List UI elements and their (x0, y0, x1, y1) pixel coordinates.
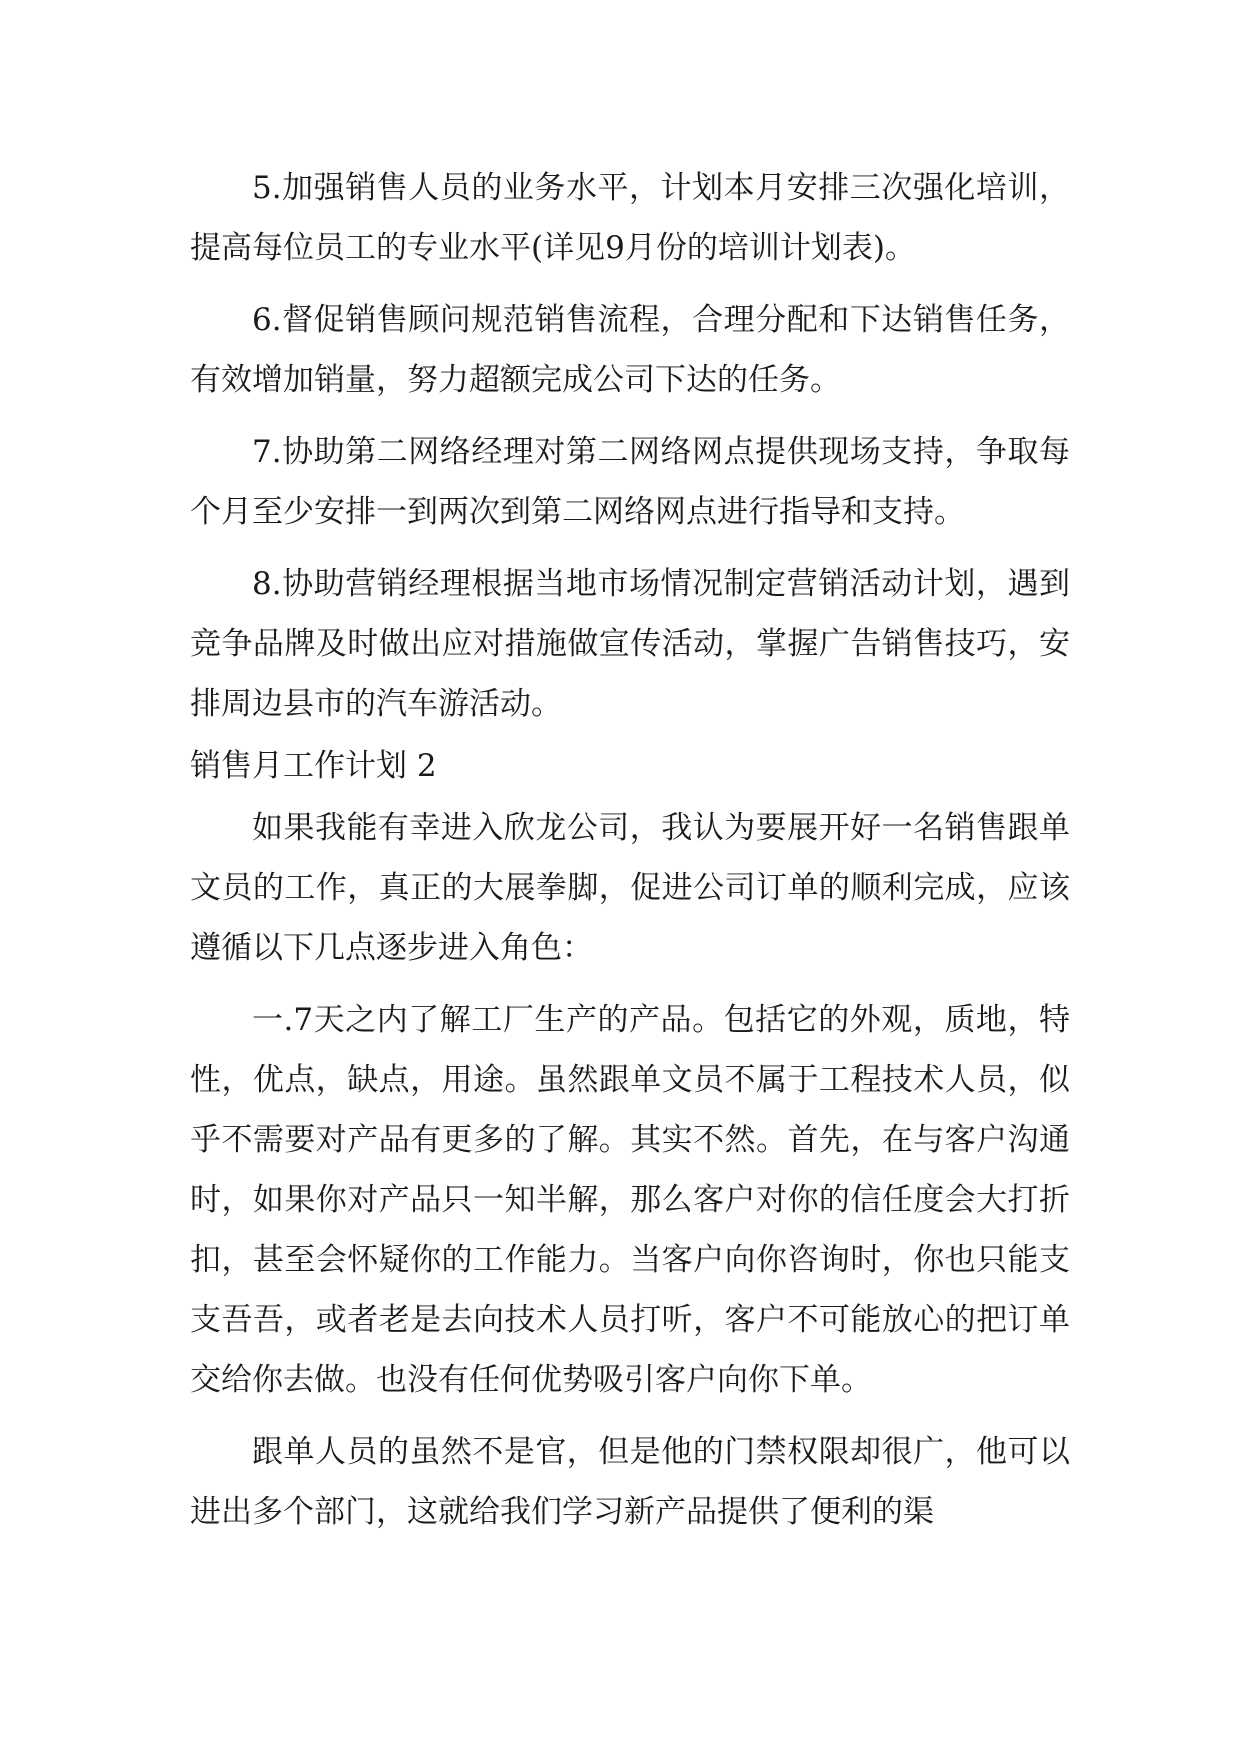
paragraph-item-7: 7.协助第二网络经理对第二网络网点提供现场支持，争取每个月至少安排一到两次到第二网络网点进行指导和支持。 (190, 434, 1070, 530)
paragraph-item-5: 5.加强销售人员的业务水平，计划本月安排三次强化培训，提高每位员工的专业水平(详见9月份的培训计划表)。 (190, 170, 1070, 266)
paragraph-point-one: 一.7天之内了解工厂生产的产品。包括它的外观，质地，特性，优点，缺点，用途。虽然跟单文员不属于工程技术人员，似乎不需要对产品有更多的了解。其实不然。首先，在与客户沟通时，如果你对产品只一知半解，那么客户对你的信任度会大打折扣，甚至会怀疑你的工作能力。当客户向你咨询时，你也只能支支吾吾，或者老是去向技术人员打听，客户不可能放心的把订单交给你去做。也没有任何优势吸引客户向你下单。 (190, 1002, 1070, 1398)
section-heading: 销售月工作计划 2 (190, 748, 437, 784)
paragraph-item-6: 6.督促销售顾问规范销售流程，合理分配和下达销售任务，有效增加销量，努力超额完成公司下达的任务。 (190, 302, 1070, 398)
intro-paragraph: 如果我能有幸进入欣龙公司，我认为要展开好一名销售跟单文员的工作，真正的大展拳脚，促进公司订单的顺利完成，应该遵循以下几点逐步进入角色： (190, 810, 1070, 966)
document-body (190, 158, 1070, 1554)
paragraph-item-8: 8.协助营销经理根据当地市场情况制定营销活动计划，遇到竞争品牌及时做出应对措施做宣传活动，掌握广告销售技巧，安排周边县市的汽车游活动。 (190, 566, 1070, 722)
paragraph-follow-up: 跟单人员的虽然不是官，但是他的门禁权限却很广，他可以进出多个部门，这就给我们学习新产品提供了便利的渠 (190, 1434, 1070, 1530)
